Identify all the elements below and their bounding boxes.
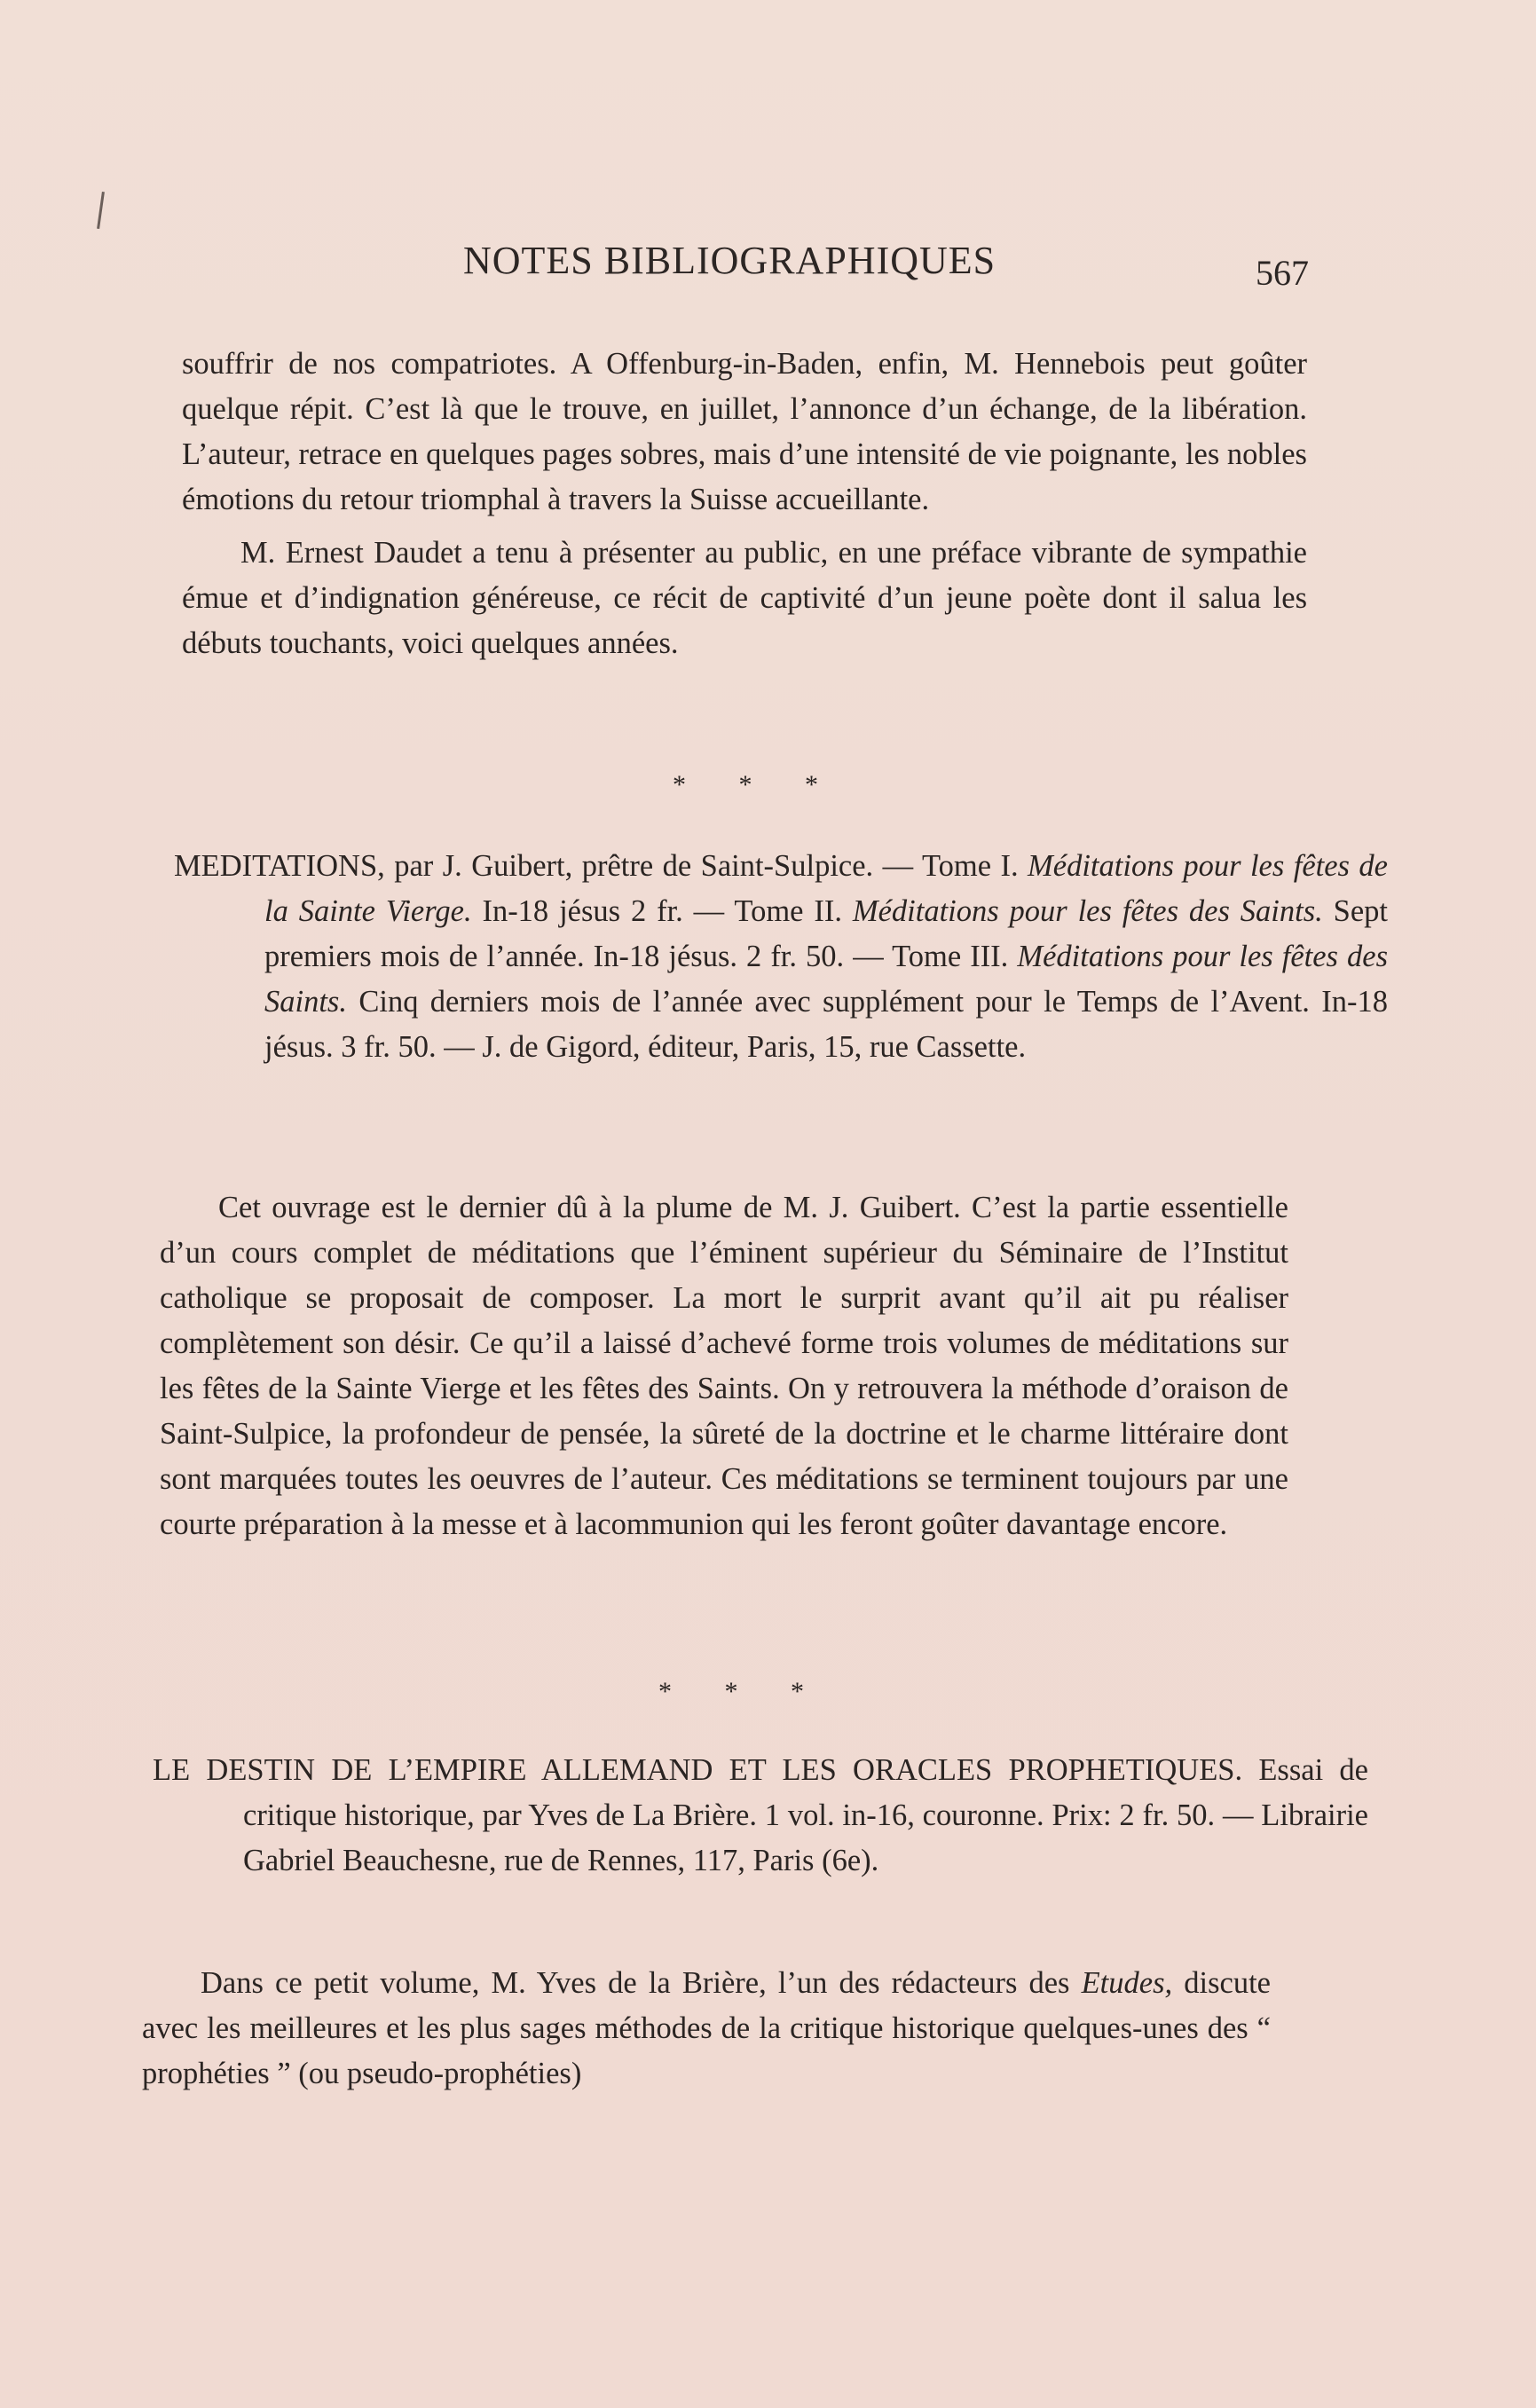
margin-pencil-mark — [97, 192, 105, 229]
entry-text: Sept premiers mois de l’année. In-18 jésus. 2 fr. 50. — Tome III. — [264, 894, 1388, 973]
entry-text: In-18 jésus 2 fr. — Tome II. — [471, 894, 853, 928]
journal-title-italic: Etudes, — [1081, 1966, 1173, 2000]
bibliographic-entry: LE DESTIN DE L’EMPIRE ALLEMAND ET LES ORACLES PROPHETIQUES. Essai de critique historique, par Yves de La Brière. 1 vol. in-16, couronne. Prix: 2 fr. 50. — Librairie Gabriel Beauchesne, rue de Rennes, 117, Paris (6e). — [153, 1753, 1368, 1877]
review-paragraph — [142, 1961, 1271, 2097]
entry-title-italic: Méditations pour les fêtes de la Sainte Vierge. — [264, 849, 1388, 928]
entry-text: Cinq derniers mois de l’année avec supplément pour le Temps de l’Avent. In-18 jésus. 3 fr. 50. — J. de Gigord, éditeur, Paris, 15, rue Cassette. — [264, 985, 1388, 1064]
paragraph: Cet ouvrage est le dernier dû à la plume de M. J. Guibert. C’est la partie essentielle d’un cours complet de méditations que l’éminent supérieur du Séminaire de l’Institut catholique se proposait de composer. La mort le surprit avant qu’il ait pu réaliser complètement son désir. Ce qu’il a laissé d’achevé forme trois volumes de méditations sur les fêtes de la Sainte Vierge et les fêtes des Saints. On y retrouvera la méthode d’oraison de Saint-Sulpice, la profondeur de pensée, la sûreté de la doctrine et le charme littéraire dont sont marquées toutes les oeuvres de l’auteur. Ces méditations se terminent toujours par une courte préparation à la messe et à lacommunion qui les feront goûter davantage encore. — [160, 1191, 1288, 1541]
paragraph-text: Dans ce petit volume, M. Yves de la Brière, l’un des rédacteurs des — [201, 1966, 1082, 2000]
entry-text: MEDITATIONS, par J. Guibert, prêtre de Saint-Sulpice. — Tome I. — [174, 849, 1028, 883]
section-separator: * * * — [658, 1677, 827, 1706]
running-head: NOTES BIBLIOGRAPHIQUES — [463, 239, 996, 282]
paragraph — [142, 1961, 1271, 2097]
section-separator: * * * — [673, 770, 841, 799]
entry-title-italic: Méditations pour les fêtes des Saints. — [264, 940, 1388, 1019]
entry-title-italic: Méditations pour les fêtes des Saints. — [852, 894, 1323, 928]
page-number: 567 — [1256, 253, 1309, 293]
paragraph: M. Ernest Daudet a tenu à présenter au public, en une préface vibrante de sympathie émue et d’indignation généreuse, ce récit de captivité d’un jeune poète dont il salua les débuts touchants, voici quelques années. — [182, 536, 1307, 660]
review-paragraph — [160, 1185, 1288, 1547]
paragraph: souffrir de nos compatriotes. A Offenburg-in-Baden, enfin, M. Hennebois peut goûter quelque répit. C’est là que le trouve, en juillet, l’annonce d’un échange, de la libération. L’auteur, retrace en quelques pages sobres, mais d’une intensité de vie poignante, les nobles émotions du retour triomphal à travers la Suisse accueillante. — [182, 347, 1307, 516]
bibliographic-entry — [174, 844, 1388, 1070]
paragraph-text: discute avec les meilleures et les plus sages méthodes de la critique historique quelques-unes des “ prophéties ” (ou pseudo-prophéties) — [142, 1966, 1271, 2090]
review-continuation — [182, 342, 1307, 666]
